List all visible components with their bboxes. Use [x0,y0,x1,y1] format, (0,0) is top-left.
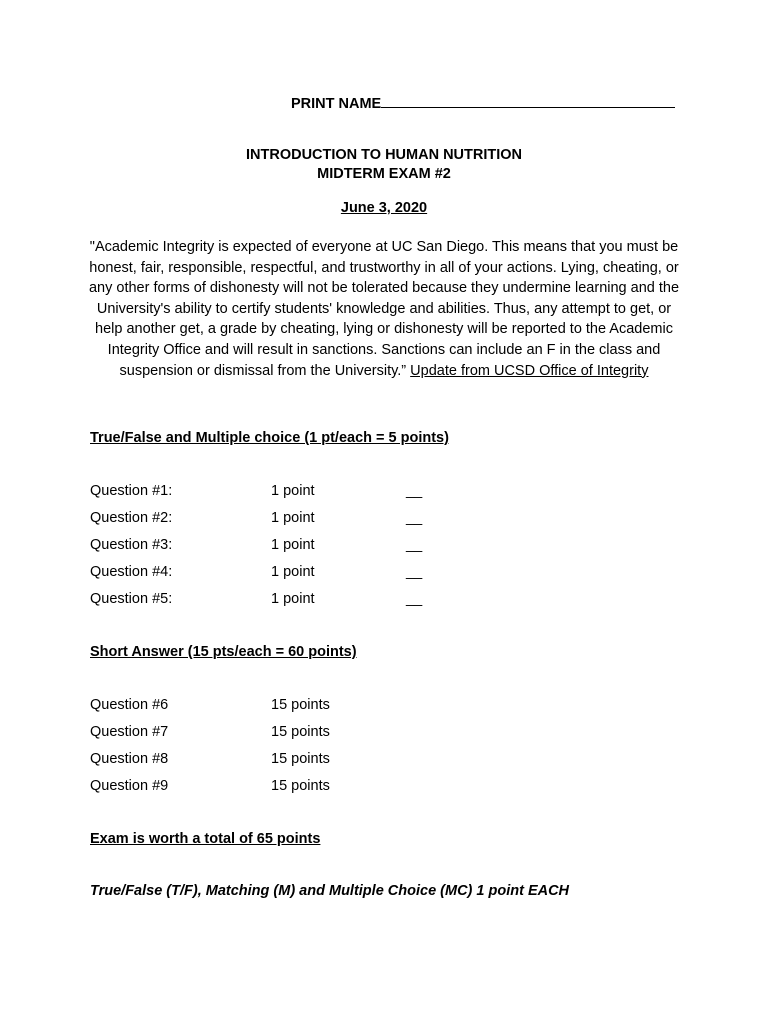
exam-title-block [0,146,768,184]
score-row [90,778,490,798]
score-blank[interactable]: __ [406,510,423,526]
score-blank[interactable]: __ [406,564,423,580]
question-points: 15 points [271,778,330,794]
print-name-label: PRINT NAME [291,96,382,112]
section-true-false-heading: True/False and Multiple choice (1 pt/each = 5 points) [90,430,449,446]
question-points: 1 point [271,591,315,607]
question-label: Question #2: [90,510,173,526]
question-label: Question #4: [90,564,173,580]
print-name-field [291,93,675,112]
question-points: 1 point [271,564,315,580]
score-row [90,537,490,557]
score-blank[interactable]: __ [406,483,423,499]
question-points: 1 point [271,537,315,553]
question-points: 1 point [271,510,315,526]
academic-integrity-statement [84,237,684,381]
score-row [90,564,490,584]
question-label: Question #6 [90,697,169,713]
scoring-note: True/False (T/F), Matching (M) and Multiple Choice (MC) 1 point EACH [90,883,570,899]
course-title: INTRODUCTION TO HUMAN NUTRITION [245,147,523,163]
section-short-answer-heading: Short Answer (15 pts/each = 60 points) [90,644,357,660]
question-label: Question #7 [90,724,169,740]
score-blank[interactable]: __ [406,537,423,553]
question-label: Question #5: [90,591,173,607]
exam-total-statement: Exam is worth a total of 65 points [90,831,321,847]
score-row [90,510,490,530]
question-label: Question #3: [90,537,173,553]
score-row [90,483,490,503]
integrity-update-link[interactable]: Update from UCSD Office of Integrity [410,362,649,379]
question-points: 1 point [271,483,315,499]
question-points: 15 points [271,697,330,713]
question-label: Question #1: [90,483,173,499]
exam-title: MIDTERM EXAM #2 [317,166,451,182]
question-points: 15 points [271,724,330,740]
score-row [90,697,490,717]
question-points: 15 points [271,751,330,767]
print-name-line[interactable] [381,93,675,108]
integrity-text: "Academic Integrity is expected of everyone at UC San Diego. This means that you must be honest, fair, responsible, respectful, and trustworthy in all of your actions. Lying, cheating, or any other forms of dishonesty will not be tolerated because they undermine learning and the University's ability to certify students' knowledge and abilities. Thus, any attempt to get, or help another get, a grade by cheating, lying or dishonesty will be reported to the Academic Integrity Office and will result in sanctions. Sanctions can include an F in the class and suspension or dismissal from the University.” [88,239,680,379]
score-row [90,751,490,771]
question-label: Question #8 [90,751,169,767]
score-row [90,724,490,744]
question-label: Question #9 [90,778,169,794]
score-blank[interactable]: __ [406,591,423,607]
score-row [90,591,490,611]
exam-date: June 3, 2020 [340,200,428,216]
